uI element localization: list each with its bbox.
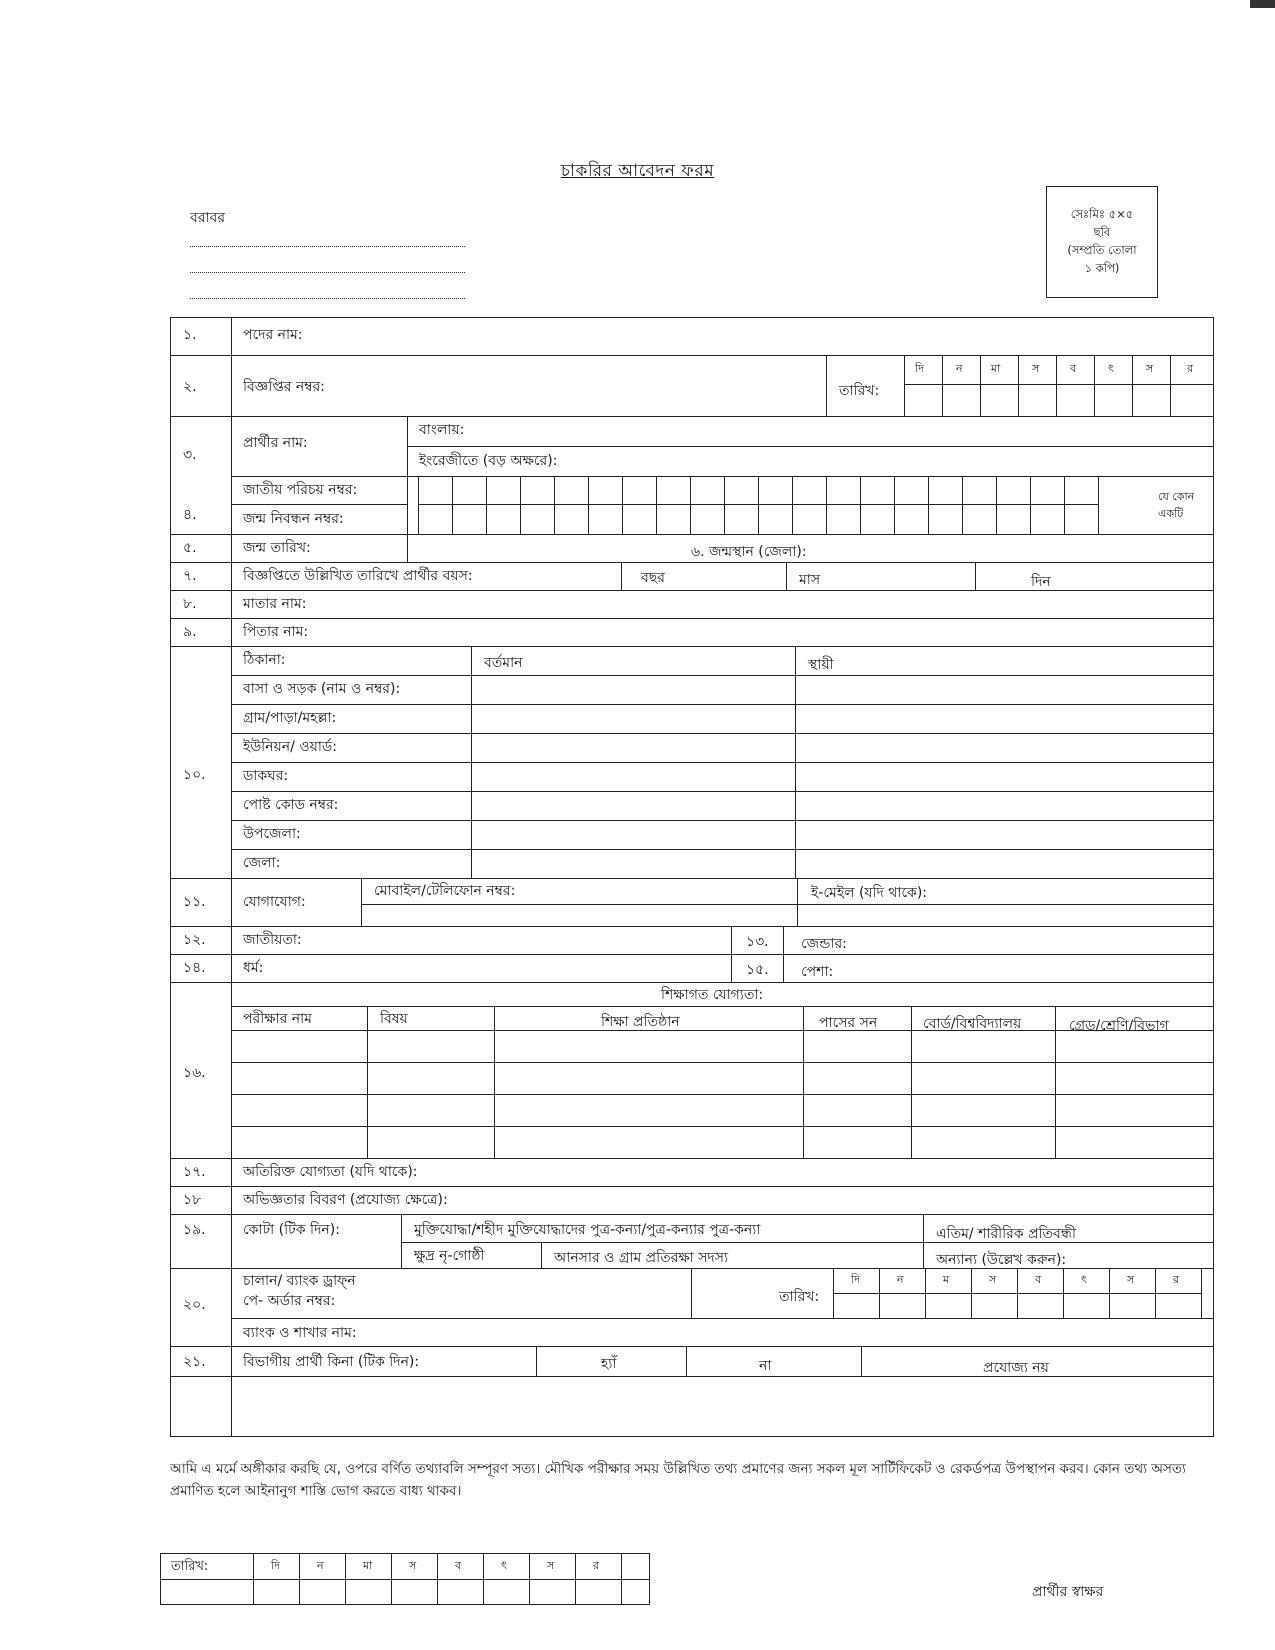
house-road-label: বাসা ও সড়ক (নাম ও নম্বর):: [243, 681, 401, 697]
age-day-label: দিন: [1031, 574, 1051, 590]
digit-cell-divider: [622, 476, 623, 534]
photo-box: [1046, 186, 1158, 298]
form-title: চাকরির আবেদন ফরম: [560, 161, 715, 181]
gender-label: জেন্ডার:: [801, 936, 847, 952]
digit-cell-divider: [452, 476, 453, 534]
date-letter-n: ন: [956, 362, 963, 375]
scan-edge-mark: [1250, 0, 1275, 8]
footer-date-cell-letter: ব: [455, 1559, 462, 1572]
footer-date-cell-letter: ন: [317, 1559, 324, 1572]
either-one-note-line2: একটি: [1158, 507, 1184, 520]
row-21-number: ২১.: [183, 1354, 206, 1370]
challan-label: চালান/ ব্যাংক ড্রাফ্ন: [243, 1273, 356, 1289]
upazila-label: উপজেলা:: [243, 826, 301, 842]
post-name-label: পদের নাম:: [243, 327, 303, 343]
digit-cell-divider: [554, 476, 555, 534]
occupation-label: পেশা:: [801, 964, 834, 980]
union-ward-label: ইউনিয়ন/ ওয়ার্ড:: [243, 739, 337, 755]
digit-cell-divider: [690, 476, 691, 534]
birth-registration-label: জন্ম নিবন্ধন নম্বর:: [243, 511, 344, 527]
payment-date-cell-divider: [1201, 1268, 1202, 1318]
digit-cell-divider: [486, 476, 487, 534]
row-3-number: ৩.: [183, 447, 197, 463]
nationality-label: জাতীয়তা:: [243, 932, 302, 948]
digit-cell-divider: [1098, 476, 1099, 534]
father-name-label: পিতার নাম:: [243, 624, 309, 640]
digit-cell-divider: [724, 476, 725, 534]
age-label: বিজ্ঞপ্তিতে উল্লিখিত তারিখে প্রার্থীর বয়স:: [243, 568, 473, 584]
departmental-candidate-label: বিভাগীয় প্রার্থী কিনা (টিক দিন):: [243, 1354, 420, 1370]
row-17-number: ১৭.: [183, 1164, 206, 1180]
quota-orphan-disabled[interactable]: এতিম/ শারীরিক প্রতিবন্ধী: [936, 1226, 1076, 1242]
date-letter-r: র: [1187, 362, 1194, 375]
subject-col: বিষয়: [380, 1011, 408, 1027]
footer-date-cell-letter: মা: [363, 1559, 373, 1572]
payorder-number-label: পে- অর্ডার নম্বর:: [243, 1293, 336, 1309]
quota-ethnic-minority[interactable]: ক্ষুদ্র নৃ-গোষ্ঠী: [414, 1248, 485, 1264]
row-12-number: ১২.: [183, 932, 206, 948]
payment-date-cell-letter: দি: [851, 1273, 860, 1286]
payment-date-cell-letter: ন: [897, 1273, 904, 1286]
birth-date-label: জন্ম তারিখ:: [243, 540, 311, 556]
contact-label: যোগাযোগ:: [243, 894, 306, 910]
quota-freedom-fighter[interactable]: মুক্তিযোদ্ধা/শহীদ মুক্তিযোদ্ধাদের পুত্র-কন্যা/পুত্র-কন্যার পুত্র-কন্যা: [414, 1222, 761, 1238]
religion-label: ধর্ম:: [243, 960, 264, 976]
digit-cell-divider: [758, 476, 759, 534]
footer-date-cell-letter: স: [547, 1559, 555, 1572]
phone-label: মোবাইল/টেলিফোন নম্বর:: [374, 883, 516, 899]
age-year-label: বছর: [641, 570, 665, 586]
row-5-number: ৫.: [183, 540, 197, 556]
birthplace-label: ৬. জন্মস্থান (জেলা):: [691, 544, 807, 560]
footer-date-cell-letter: ৎ: [501, 1559, 507, 1572]
payment-date-cell-letter: ম: [943, 1273, 950, 1286]
photo-word: ছবি: [1093, 225, 1111, 240]
declaration-text: আমি এ মর্মে অঙ্গীকার করছি যে, ওপরে বর্ণিত তথ্যাবলি সম্পূরণ সত্য। মৌখিক পরীক্ষার সময় উল্লিখিত তথ্য প্রমাণের জন্য সকল মূল সার্টিফিকেট ও রেকর্ডপত্র উপস্থাপন করব। কোন তথ্য অসত্য প্রমাণিত হলে আইনানুগ শাস্তি ভোগ করতে বাধ্য থাকব।: [170, 1461, 1186, 1500]
age-month-label: মাস: [799, 572, 821, 588]
digit-cell-divider: [962, 476, 963, 534]
addressee-line-1[interactable]: [190, 232, 465, 247]
payment-date-cell-letter: ৎ: [1081, 1273, 1087, 1286]
digit-cell-divider: [792, 476, 793, 534]
quota-label: কোটা (টিক দিন):: [243, 1222, 340, 1238]
digit-cell-divider: [520, 476, 521, 534]
payment-date-cell-letter: ব: [1035, 1273, 1042, 1286]
present-address-heading: বর্তমান: [484, 655, 523, 671]
name-bangla-label: বাংলায়:: [419, 422, 465, 438]
date-letter-di: দি: [915, 362, 924, 375]
row-15-number: ১৫.: [746, 962, 769, 978]
post-office-label: ডাকঘর:: [243, 768, 289, 784]
date-letter-s2: স: [1146, 362, 1154, 375]
digit-row-divider: [418, 504, 1098, 505]
row-16-number: ১৬.: [183, 1065, 206, 1081]
circular-number-label: বিজ্ঞপ্তির নম্বর:: [243, 379, 325, 395]
either-one-note-line1: যে কোন: [1158, 490, 1195, 503]
digit-cell-divider: [928, 476, 929, 534]
email-label: ই-মেইল (যদি থাকে):: [811, 885, 928, 901]
row-2-number: ২.: [183, 379, 197, 395]
digit-cell-divider: [826, 476, 827, 534]
addressee-line-2[interactable]: [190, 258, 465, 273]
footer-date-cell-letter: স: [409, 1559, 417, 1572]
bank-branch-label: ব্যাংক ও শাখার নাম:: [243, 1325, 357, 1341]
quota-others[interactable]: অন্যান্য (উল্লেখ করুন):: [936, 1252, 1067, 1268]
digit-cell-divider: [588, 476, 589, 534]
quota-ansar-vdp[interactable]: আনসার ও গ্রাম প্রতিরক্ষা সদস্য: [554, 1250, 729, 1266]
option-not-applicable[interactable]: প্রযোজ্য নয়: [983, 1360, 1049, 1376]
photo-size: সেঃমিঃ ৫×৫: [1070, 207, 1134, 222]
digit-cell-divider: [1064, 476, 1065, 534]
row-1-number: ১.: [183, 327, 197, 343]
exam-name-col: পরীক্ষার নাম: [243, 1011, 312, 1027]
digit-cell-divider: [894, 476, 895, 534]
date-letter-b: ব: [1070, 362, 1077, 375]
addressee-label: বরাবর: [190, 210, 226, 226]
row-19-number: ১৯.: [183, 1222, 206, 1238]
addressee-line-3[interactable]: [190, 284, 465, 299]
row-11-number: ১১.: [183, 894, 206, 910]
photo-copy: ১ কপি): [1084, 260, 1120, 275]
payment-date-cell-letter: র: [1173, 1273, 1180, 1286]
experience-label: অভিজ্ঞতার বিবরণ (প্রযোজ্য ক্ষেত্রে):: [243, 1192, 448, 1208]
nid-label: জাতীয় পরিচয় নম্বর:: [243, 482, 358, 498]
district-label: জেলা:: [243, 855, 281, 871]
option-yes[interactable]: হ্যাঁ: [601, 1356, 617, 1372]
digit-cell-divider: [656, 476, 657, 534]
row-4-number: ৪.: [183, 507, 197, 523]
name-english-label: ইংরেজীতে (বড় অক্ষরে):: [419, 453, 558, 469]
date-letter-s: স: [1032, 362, 1040, 375]
row-10-number: ১০.: [183, 767, 206, 783]
payment-date-label: তারিখ:: [779, 1289, 820, 1305]
board-university-col: বোর্ড/বিশ্ববিদ্যালয়: [923, 1016, 1022, 1032]
payment-date-cell-letter: স: [1127, 1273, 1135, 1286]
photo-recent: (সম্প্রতি তোলা: [1067, 243, 1137, 257]
row-18-number: ১৮: [183, 1192, 202, 1208]
digit-cell-divider: [860, 476, 861, 534]
row-14-number: ১৪.: [183, 960, 206, 976]
circular-date-label: তারিখ:: [839, 383, 880, 399]
footer-date-cell-letter: র: [593, 1559, 600, 1572]
digit-cell-divider: [996, 476, 997, 534]
footer-date-label: তারিখ:: [171, 1559, 209, 1574]
candidate-signature-label: প্রার্থীর স্বাক্ষর: [1032, 1584, 1104, 1600]
payment-date-cell-letter: স: [989, 1273, 997, 1286]
row-9-number: ৯.: [183, 624, 197, 640]
date-letter-t: ৎ: [1108, 362, 1114, 375]
row-20-number: ২০.: [183, 1297, 206, 1313]
payment-date-cell-row-divider: [833, 1293, 1201, 1294]
additional-qualification-label: অতিরিক্ত যোগ্যতা (যদি থাকে):: [243, 1164, 418, 1180]
option-no[interactable]: না: [759, 1358, 772, 1374]
candidate-name-label: প্রার্থীর নাম:: [243, 435, 308, 451]
address-label: ঠিকানা:: [243, 652, 286, 668]
digit-cell-divider: [1030, 476, 1031, 534]
row-8-number: ৮.: [183, 596, 197, 612]
village-label: গ্রাম/পাড়া/মহল্লা:: [243, 710, 337, 726]
grade-division-col: গ্রেড/শ্রেণি/বিভাগ: [1069, 1018, 1169, 1034]
education-heading: শিক্ষাগত যোগ্যতা:: [661, 987, 764, 1003]
mother-name-label: মাতার নাম:: [243, 596, 307, 612]
row-13-number: ১৩.: [746, 934, 769, 950]
row-7-number: ৭.: [183, 568, 197, 584]
date-letter-ma: মা: [991, 362, 1001, 375]
passing-year-col: পাসের সন: [819, 1015, 878, 1031]
digit-cell-divider: [418, 476, 419, 534]
application-form-table: [170, 317, 1214, 1437]
post-code-label: পোষ্ট কোড নম্বর:: [243, 797, 339, 813]
footer-date-table: [160, 1553, 650, 1605]
footer-date-cell-letter: দি: [271, 1559, 280, 1572]
permanent-address-heading: স্থায়ী: [808, 657, 834, 673]
institution-col: শিক্ষা প্রতিষ্ঠান: [601, 1014, 680, 1030]
